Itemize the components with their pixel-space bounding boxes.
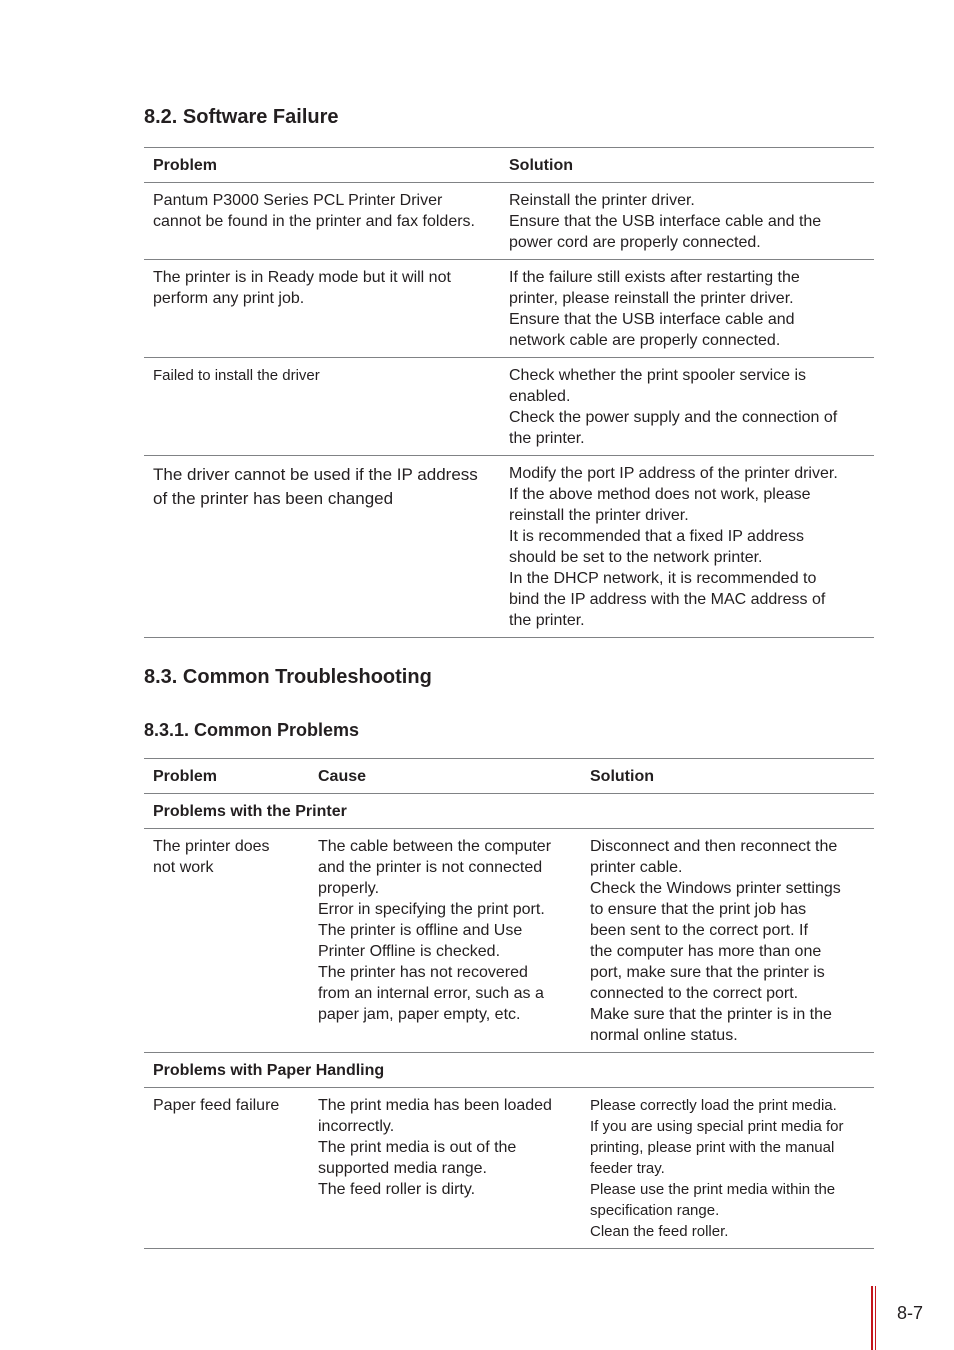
group-label: Problems with Paper Handling [144,1053,874,1088]
header-solution: Solution [500,148,874,183]
subsection-title-common-problems: 8.3.1. Common Problems [144,720,360,740]
problem-text: Failed to install the driver [153,367,320,384]
solution-text: If the failure still exists after restarting the printer, please reinstall the printer driver. Ensure that the USB interface cable and network cable are properly connected. [509,269,800,349]
table-row [144,456,874,638]
solution-text: Modify the port IP address of the printer driver. If the above method does not work, please reinstall the printer driver. It is recommended that a fixed IP address should be set to the network printer. In the DHCP network, it is recommended to bind the IP address with the MAC address of the printer. [509,465,838,629]
table-header-row [144,759,874,794]
page-marker-bar [871,1286,873,1350]
section-title-software-failure: 8.2. Software Failure [144,106,339,128]
header-problem: Problem [144,759,309,794]
table-row [144,829,874,1053]
section-title-common-troubleshooting: 8.3. Common Troubleshooting [144,666,432,688]
group-label: Problems with the Printer [144,794,874,829]
solution-text: Disconnect and then reconnect the printer cable. Check the Windows printer settings to ensure that the print job has been sent to the correct port. If the computer has more than one port, make sure that the printer is connected to the correct port. Make sure that the printer is in the normal online status. [590,838,841,1044]
table-row [144,1088,874,1249]
header-problem: Problem [144,148,500,183]
problem-text: The printer is in Ready mode but it will not perform any print job. [153,269,451,307]
common-problems-table [144,758,874,1249]
cause-text: The cable between the computer and the printer is not connected properly. Error in specifying the print port. The printer is offline and Use Printer Offline is checked. The printer has not recovered from an internal error, such as a paper jam, paper empty, etc. [318,838,552,1023]
header-solution: Solution [581,759,874,794]
table-header-row [144,148,874,183]
problem-text: The driver cannot be used if the IP address of the printer has been changed [153,465,478,508]
page-number: 8-7 [897,1303,924,1323]
solution-text: Reinstall the printer driver. Ensure that the USB interface cable and the power cord are properly connected. [509,192,822,251]
table-row [144,260,874,358]
group-row-paper-handling [144,1053,874,1088]
page-marker-bar-thin [875,1286,876,1350]
header-cause: Cause [309,759,581,794]
problem-text: Pantum P3000 Series PCL Printer Driver cannot be found in the printer and fax folders. [153,192,475,230]
solution-text: Please correctly load the print media. If you are using special print media for printing, please print with the manual feeder tray. Please use the print media within the specification range. Clean the feed roller. [590,1097,844,1240]
problem-text: The printer does not work [153,838,270,876]
cause-text: The print media has been loaded incorrectly. The print media is out of the supported media range. The feed roller is dirty. [318,1097,552,1198]
table-row [144,358,874,456]
solution-text: Check whether the print spooler service is enabled. Check the power supply and the connection of the printer. [509,367,838,447]
group-row-printer [144,794,874,829]
table-row [144,183,874,260]
software-failure-table [144,147,874,638]
problem-text: Paper feed failure [153,1097,280,1114]
